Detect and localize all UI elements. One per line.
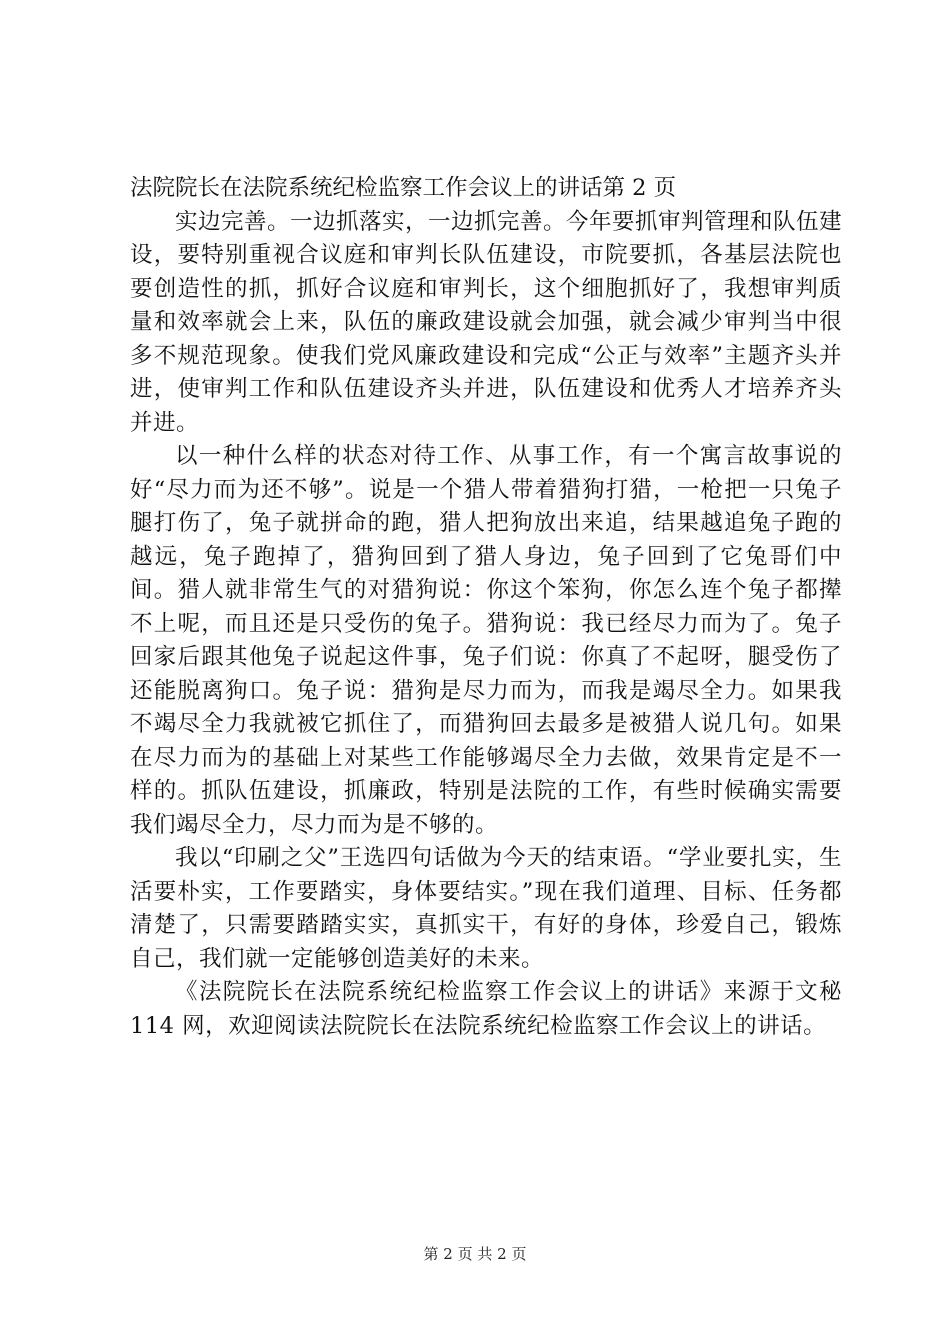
paragraph-3: 我以“印刷之父”王选四句话做为今天的结束语。“学业要扎实，生活要朴实，工作要踏实，身体要结实。”现在我们道理、目标、任务都清楚了，只需要踏踏实实，真抓实干，有好的身体，珍爱自己，锻炼自己，我们就一定能够创造美好的未来。 [130, 845, 842, 972]
paragraph-1: 实边完善。一边抓落实，一边抓完善。今年要抓审判管理和队伍建设，要特别重视合议庭和审判长队伍建设，市院要抓，各基层法院也要创造性的抓，抓好合议庭和审判长，这个细胞抓好了，我想审判质量和效率就会上来，队伍的廉政建设就会加强，就会减少审判当中很多不规范现象。使我们党风廉政建设和完成“公正与效率”主题齐头并进，使审判工作和队伍建设齐头并进，队伍建设和优秀人才培养齐头并进。 [130, 208, 843, 436]
document-body [130, 172, 842, 1043]
paragraph-4: 《法院院长在法院系统纪检监察工作会议上的讲话》来源于文秘 114 网，欢迎阅读法院院长在法院系统纪检监察工作会议上的讲话。 [130, 979, 842, 1039]
page-number-footer: 第 2 页 共 2 页 [423, 1245, 527, 1263]
paragraph-2: 以一种什么样的状态对待工作、从事工作，有一个寓言故事说的好“尽力而为还不够”。说是一个猎人带着猎狗打猎，一枪把一只兔子腿打伤了，兔子就拼命的跑，猎人把狗放出来追，结果越追兔子跑的越远，兔子跑掉了，猎狗回到了猎人身边，兔子回到了它兔哥们中间。猎人就非常生气的对猎狗说：你这个笨狗，你怎么连个兔子都撵不上呢，而且还是只受伤的兔子。猎狗说：我已经尽力而为了。兔子回家后跟其他兔子说起这件事，兔子们说：你真了不起呀，腿受伤了还能脱离狗口。兔子说：猎狗是尽力而为，而我是竭尽全力。如果我不竭尽全力我就被它抓住了，而猎狗回去最多是被猎人说几句。如果在尽力而为的基础上对某些工作能够竭尽全力去做，效果肯定是不一样的。抓队伍建设，抓廉政，特别是法院的工作，有些时候确实需要我们竭尽全力，尽力而为是不够的。 [130, 443, 842, 838]
document-title: 法院院长在法院系统纪检监察工作会议上的讲话第 2 页 [130, 175, 677, 201]
